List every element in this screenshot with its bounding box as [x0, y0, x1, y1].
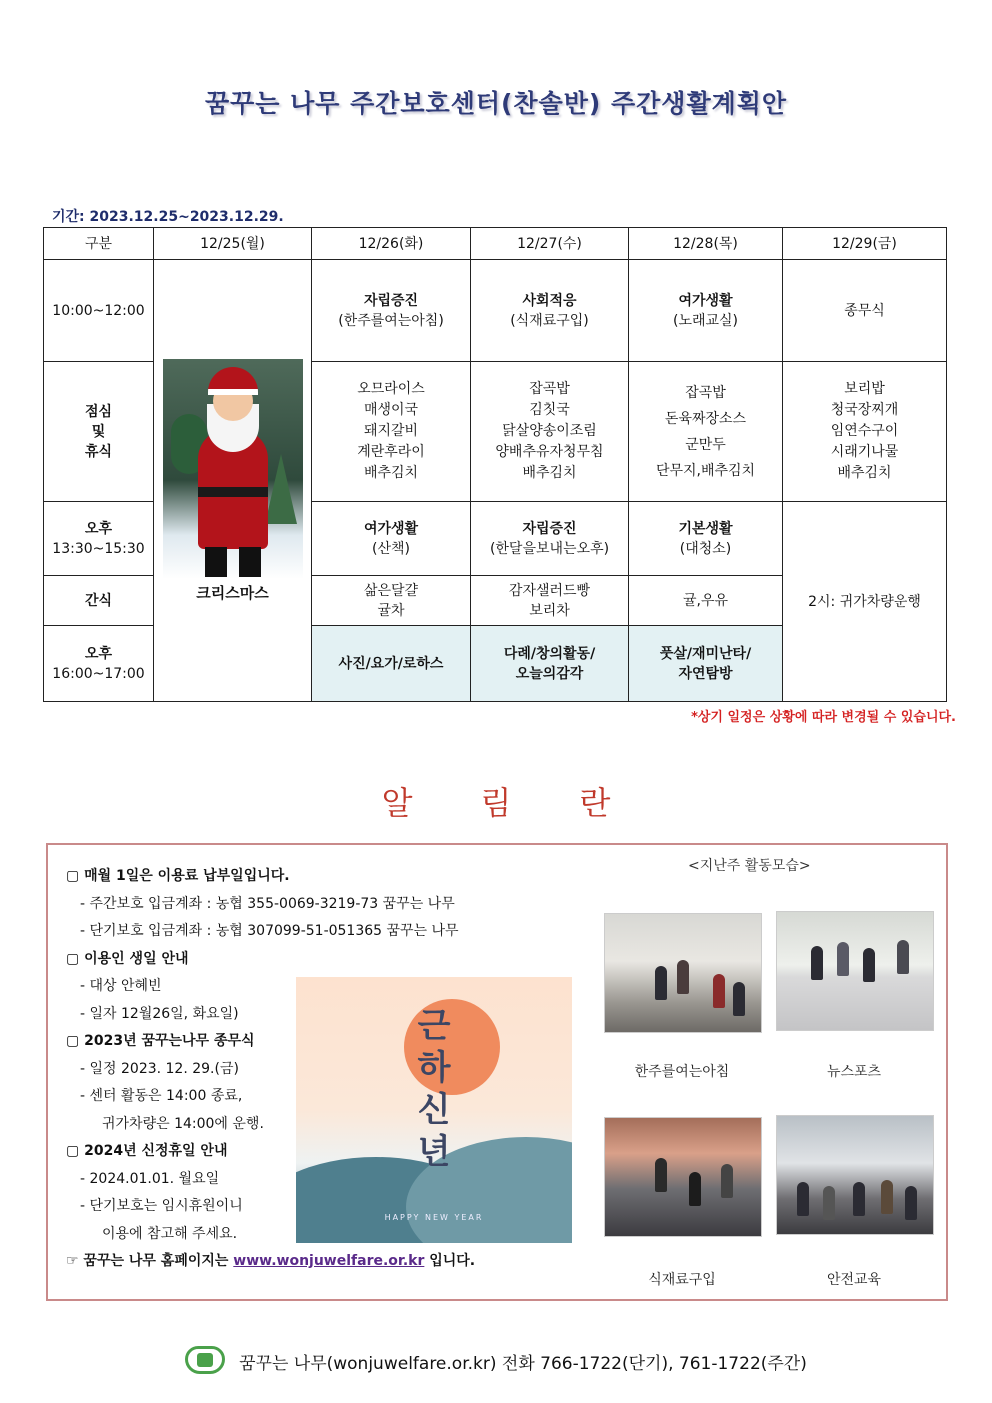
activity-photo [776, 911, 934, 1031]
photos-caption: <지난주 활동모습> [688, 858, 811, 874]
notice-board [46, 843, 948, 1301]
table-row-morning [44, 260, 947, 362]
notice-item: - 주간보호 입금계좌 : 농협 355-0069-3219-73 꿈꾸는 나무 [80, 895, 455, 912]
schedule-change-notice: *상기 일정은 상황에 따라 변경될 수 있습니다. [691, 710, 956, 725]
schedule-cell: 기본생활 (대청소) [629, 502, 783, 576]
santa-image [163, 359, 303, 579]
new-year-card-image [296, 977, 572, 1243]
heart-logo-icon [185, 1346, 227, 1376]
row-label: 점심 및 휴식 [44, 362, 154, 502]
christmas-cell [154, 260, 312, 702]
schedule-cell: 여가생활 (노래교실) [629, 260, 783, 362]
header-cell: 12/25(월) [154, 228, 312, 260]
row-label: 간식 [44, 576, 154, 626]
notice-item: 이용에 참고해 주세요. [102, 1225, 238, 1242]
weekly-schedule-table [43, 227, 947, 702]
activity-photo [604, 913, 762, 1033]
notice-item: - 일자 12월26일, 화요일) [80, 1005, 239, 1022]
photo-label: 안전교육 [826, 1272, 882, 1288]
notice-item: - 대상 안혜빈 [80, 978, 162, 994]
header-cell: 12/28(목) [629, 228, 783, 260]
notice-heading: ▢ 2024년 신정휴일 안내 [66, 1143, 228, 1159]
schedule-cell: 종무식 [783, 260, 947, 362]
new-year-english: HAPPY NEW YEAR [384, 1213, 484, 1222]
menu-cell: 보리밥 청국장찌개 임연수구이 시래기나물 배추김치 [783, 362, 947, 502]
holiday-label: 크리스마스 [196, 583, 269, 602]
snack-cell: 감자샐러드빵 보리차 [471, 576, 629, 626]
photo-label: 뉴스포츠 [826, 1064, 882, 1080]
header-cell: 12/27(수) [471, 228, 629, 260]
row-label: 오후 13:30~15:30 [44, 502, 154, 576]
notice-item: - 센터 활동은 14:00 종료, [80, 1088, 243, 1104]
homepage-line: ☞ 꿈꾸는 나무 홈페이지는 www.wonjuwelfare.or.kr 입니다. [66, 1253, 476, 1269]
notice-item: 귀가차량은 14:00에 운행. [102, 1115, 264, 1132]
footer [0, 1346, 992, 1376]
menu-cell: 잡곡밥 돈육짜장소스 군만두 단무지,배추김치 [629, 362, 783, 502]
activity-cell: 풋살/재미난타/ 자연탐방 [629, 626, 783, 702]
notice-item: - 일정 2023. 12. 29.(금) [80, 1060, 239, 1077]
notice-item: - 2024.01.01. 월요일 [80, 1170, 220, 1187]
snack-cell: 삶은달걀 귤차 [312, 576, 471, 626]
header-cell: 12/26(화) [312, 228, 471, 260]
row-label: 오후 16:00~17:00 [44, 626, 154, 702]
schedule-cell: 자립증진 (한주를여는아침) [312, 260, 471, 362]
header-cell: 12/29(금) [783, 228, 947, 260]
row-label: 10:00~12:00 [44, 260, 154, 362]
photo-label: 식재료구입 [648, 1272, 716, 1288]
notice-heading: ▢ 매월 1일은 이용료 납부일입니다. [66, 868, 290, 884]
activity-cell: 다례/창의활동/ 오늘의감각 [471, 626, 629, 702]
schedule-period: 기간: 2023.12.25~2023.12.29. [52, 209, 284, 225]
activity-cell: 사진/요가/로하스 [312, 626, 471, 702]
snack-cell: 귤,우유 [629, 576, 783, 626]
schedule-cell: 사회적응 (식재료구입) [471, 260, 629, 362]
new-year-text: 근하신년 [417, 1006, 451, 1172]
schedule-cell: 자립증진 (한달을보내는오후) [471, 502, 629, 576]
board-title: 알림란 [381, 784, 679, 822]
notice-heading: ▢ 2023년 꿈꾸는나무 종무식 [66, 1033, 255, 1049]
table-header-row [44, 228, 947, 260]
activity-photo [604, 1117, 762, 1237]
notice-heading: ▢ 이용인 생일 안내 [66, 950, 189, 967]
header-cell: 구분 [44, 228, 154, 260]
menu-cell: 오므라이스 매생이국 돼지갈비 계란후라이 배추김치 [312, 362, 471, 502]
footer-text: 꿈꾸는 나무(wonjuwelfare.or.kr) 전화 766-1722(단기), 761-1722(주간) [239, 1353, 807, 1374]
activity-photo [776, 1115, 934, 1235]
photo-label: 한주를여는아침 [634, 1064, 730, 1080]
notice-item: - 단기보호는 임시휴원이니 [80, 1198, 243, 1214]
menu-cell: 잡곡밥 김칫국 닭살양송이조림 양배추유자청무침 배추김치 [471, 362, 629, 502]
homepage-link[interactable]: www.wonjuwelfare.or.kr [233, 1253, 425, 1269]
schedule-cell: 여가생활 (산책) [312, 502, 471, 576]
notice-item: - 단기보호 입금계좌 : 농협 307099-51-051365 꿈꾸는 나무 [80, 923, 459, 939]
page-title: 꿈꾸는 나무 주간보호센터(찬솔반) 주간생활계획안 [204, 89, 788, 118]
friday-afternoon-cell: 2시: 귀가차량운행 [783, 502, 947, 702]
